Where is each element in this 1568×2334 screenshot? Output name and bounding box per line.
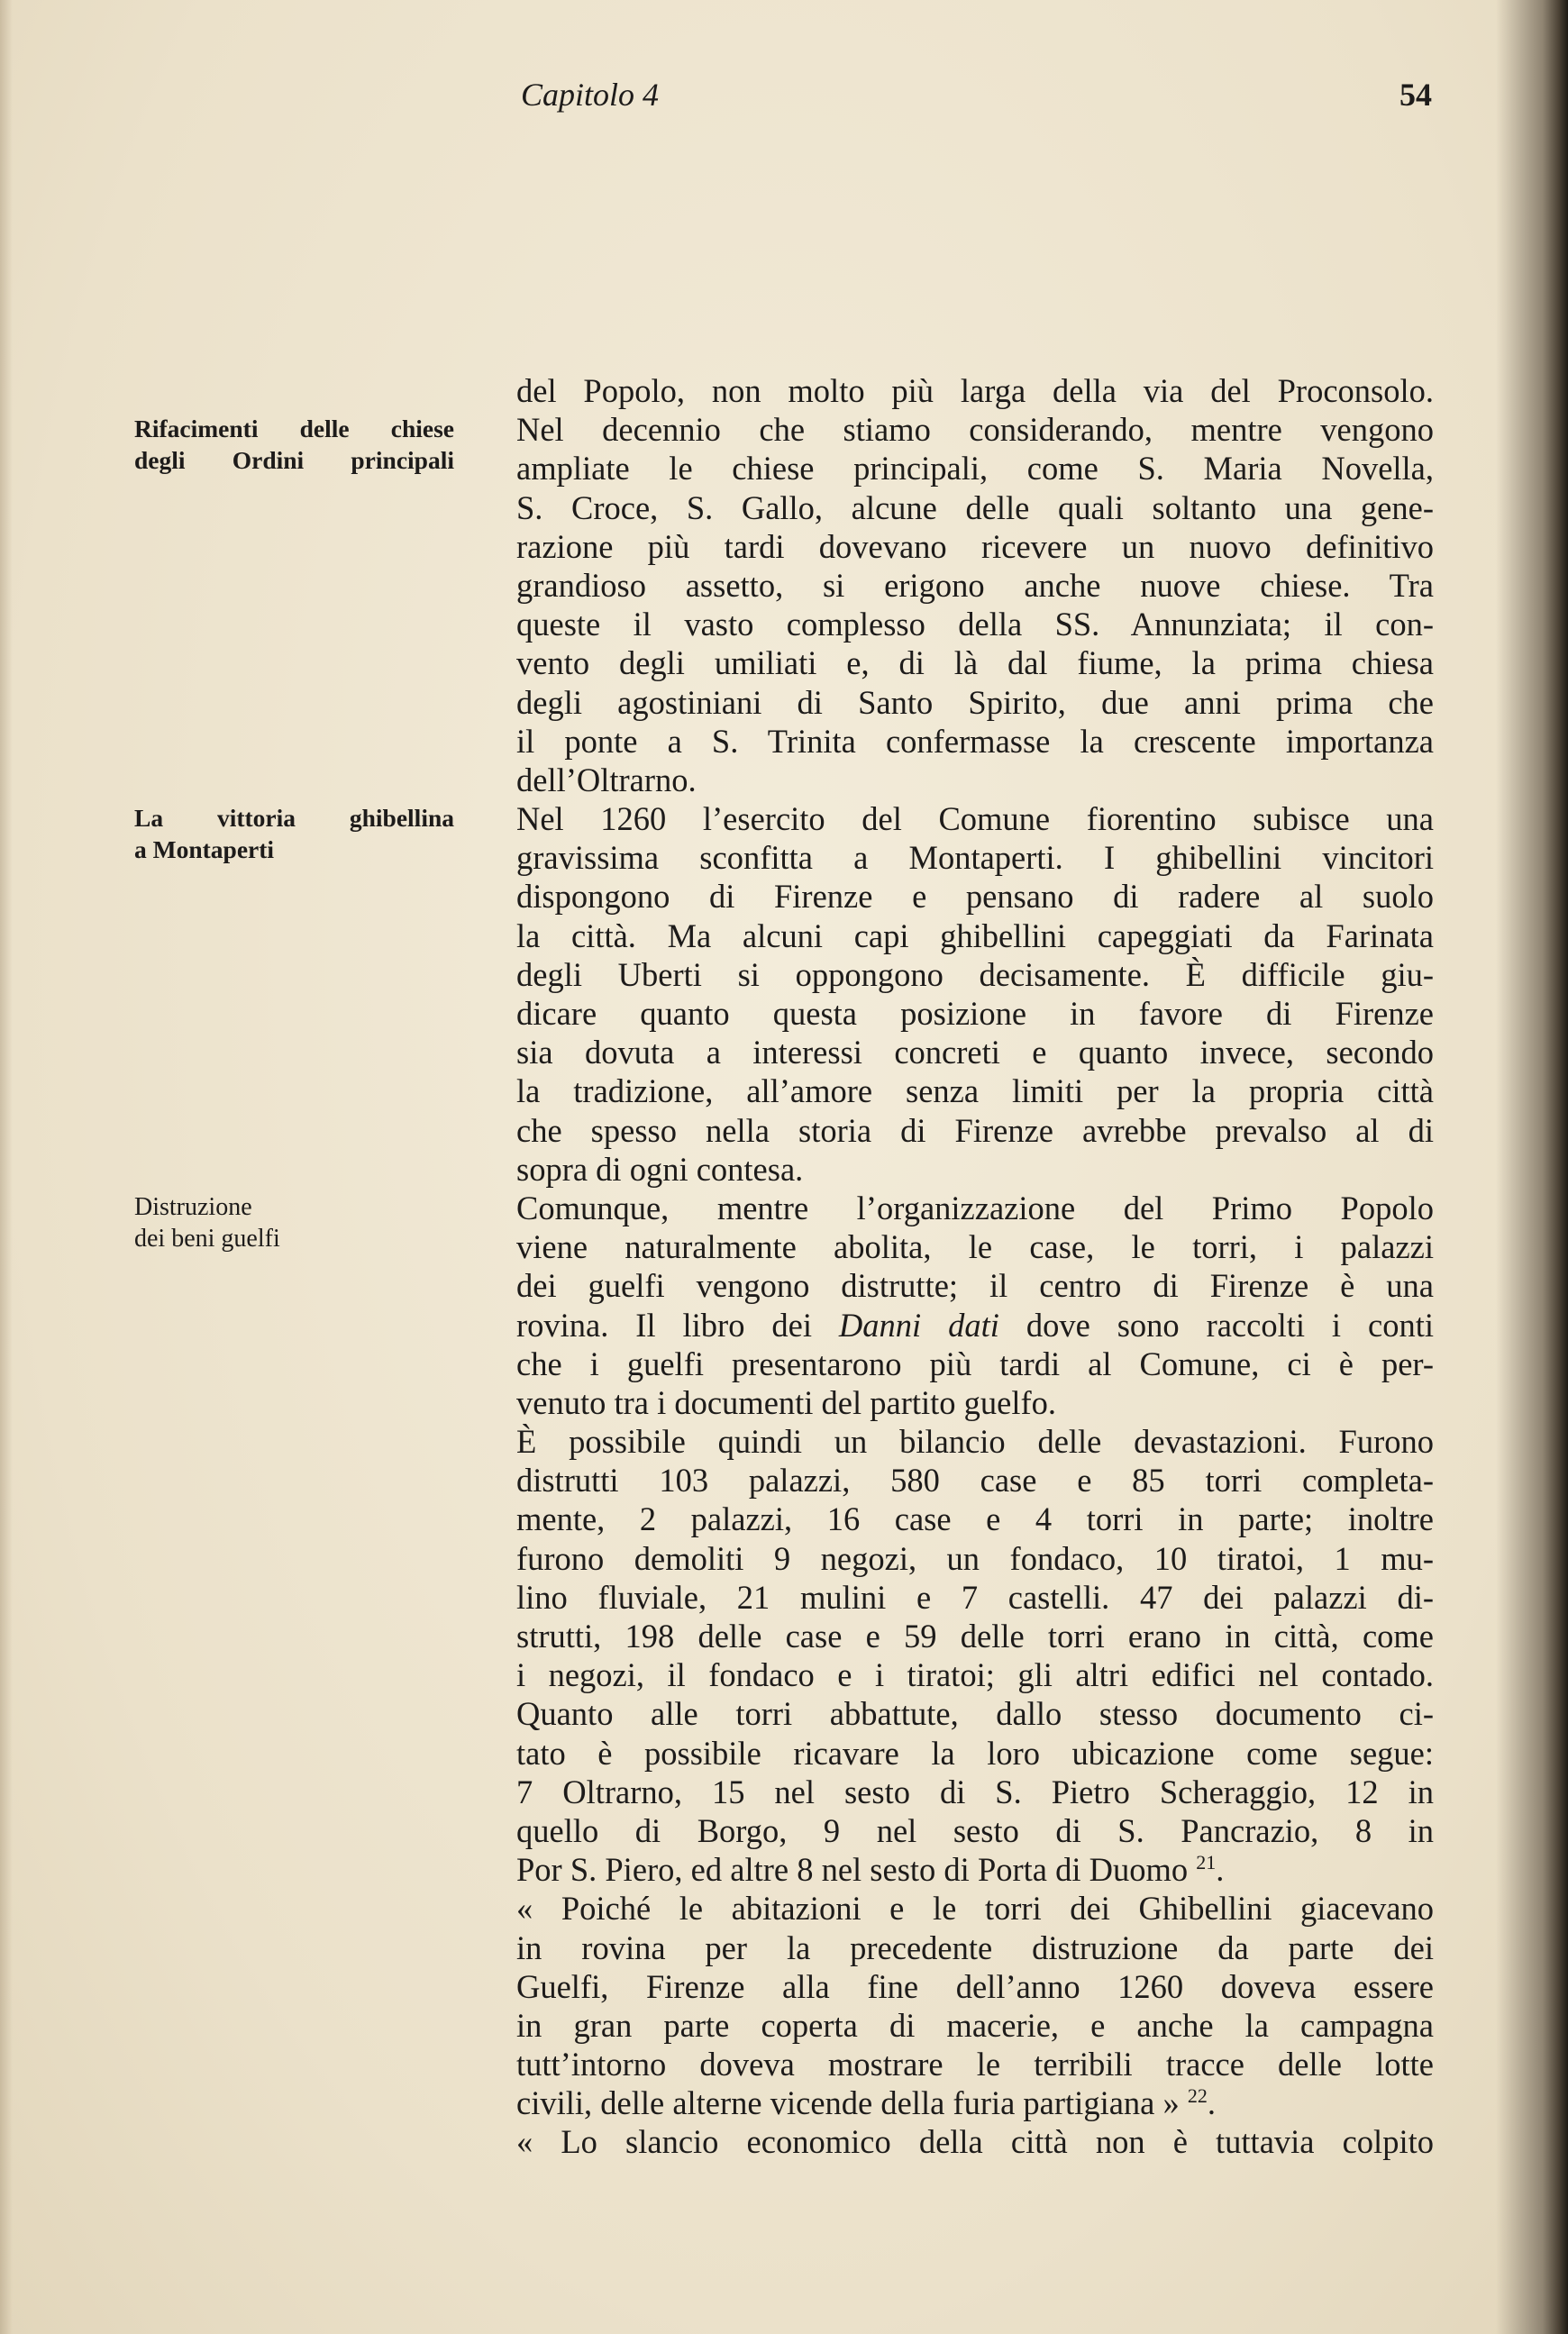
text-segment: rovina. Il libro dei	[516, 1306, 839, 1344]
text-line: furono demoliti 9 negozi, un fondaco, 10 tiratoi, 1 mu-	[516, 1539, 1434, 1577]
text-line: in gran parte coperta di macerie, e anche la campagna	[516, 2006, 1434, 2044]
text-line: strutti, 198 delle case e 59 delle torri erano in città, come	[516, 1618, 1434, 1655]
text-line: dell’Oltrarno.	[516, 761, 697, 798]
text-line: Quanto alle torri abbattute, dallo stesso documento ci-	[516, 1695, 1434, 1733]
paragraph	[516, 799, 1434, 1189]
text-line: dicare quanto questa posizione in favore di Firenze	[516, 995, 1434, 1032]
text-line: in rovina per la precedente distruzione da parte dei	[516, 1928, 1434, 1966]
text-line: Guelfi, Firenze alla fine dell’anno 1260 doveva essere	[516, 1967, 1434, 2005]
footnote-ref: 21	[1196, 1850, 1217, 1874]
body-text	[516, 371, 1434, 2162]
text-line	[516, 1306, 1434, 1345]
text-line: queste il vasto complesso della SS. Annunziata; il con-	[516, 606, 1434, 643]
text-line: tato è possibile ricavare la loro ubicazione come segue:	[516, 1734, 1434, 1772]
text-line: la tradizione, all’amore senza limiti per la propria città	[516, 1072, 1434, 1110]
text-line: che i guelfi presentarono più tardi al Comune, ci è per-	[516, 1345, 1434, 1382]
text-line: la città. Ma alcuni capi ghibellini capeggiati da Farinata	[516, 916, 1434, 954]
text-line: razione più tardi dovevano ricevere un nuovo definitivo	[516, 527, 1434, 565]
text-line: sopra di ogni contesa.	[516, 1150, 804, 1188]
sidenote-line: degli Ordini principali	[134, 446, 454, 474]
sidenote-line: a Montaperti	[134, 835, 275, 863]
text-segment: .	[1216, 1851, 1225, 1889]
text-line: S. Croce, S. Gallo, alcune delle quali soltanto una gene-	[516, 488, 1434, 526]
sidenote-vittoria-ghibellina	[134, 802, 454, 865]
italic-title: Danni dati	[838, 1306, 999, 1344]
sidenote-distruzione	[134, 1191, 454, 1254]
text-line: che spesso nella storia di Firenze avrebbe prevalso al di	[516, 1111, 1434, 1149]
paragraph	[516, 371, 1434, 799]
footnote-ref: 22	[1187, 2084, 1208, 2108]
text-line: « Lo slancio economico della città non è tuttavia colpito	[516, 2123, 1434, 2161]
text-line: 7 Oltrarno, 15 nel sesto di S. Pietro Scheraggio, 12 in	[516, 1773, 1434, 1810]
text-line	[516, 2083, 1434, 2122]
text-segment: Por S. Piero, ed altre 8 nel sesto di Porta di Duomo	[516, 1851, 1197, 1889]
sidenote-line: dei beni guelfi	[134, 1225, 280, 1253]
text-line: È possibile quindi un bilancio delle devastazioni. Furono	[516, 1423, 1434, 1461]
text-line: sia dovuta a interessi concreti e quanto invece, secondo	[516, 1034, 1434, 1071]
text-line: i negozi, il fondaco e i tiratoi; gli altri edifici nel contado.	[516, 1656, 1434, 1694]
text-line: degli agostiniani di Santo Spirito, due anni prima che	[516, 683, 1434, 721]
text-line: degli Uberti si oppongono decisamente. È difficile giu-	[516, 955, 1434, 993]
text-line: dei guelfi vengono distrutte; il centro di Firenze è una	[516, 1267, 1434, 1305]
text-segment: .	[1207, 2084, 1216, 2122]
text-line: tutt’intorno doveva mostrare le terribili tracce delle lotte	[516, 2046, 1434, 2083]
sidenote-line: Rifacimenti delle chiese	[134, 415, 454, 442]
text-line: gravissima sconfitta a Montaperti. I ghibellini vincitori	[516, 839, 1434, 877]
text-line: Comunque, mentre l’organizzazione del Primo Popolo	[516, 1189, 1434, 1226]
text-line: mente, 2 palazzi, 16 case e 4 torri in parte; inoltre	[516, 1500, 1434, 1538]
text-line: grandioso assetto, si erigono anche nuove chiese. Tra	[516, 566, 1434, 604]
paragraph	[516, 2122, 1434, 2161]
text-line: Nel 1260 l’esercito del Comune fiorentino subisce una	[516, 800, 1434, 838]
text-line: il ponte a S. Trinita confermasse la crescente importanza	[516, 722, 1434, 760]
text-line: Nel decennio che stiamo considerando, mentre vengono	[516, 411, 1434, 449]
text-line: ampliate le chiese principali, come S. Maria Novella,	[516, 450, 1434, 488]
paragraph	[516, 1189, 1434, 1422]
text-line	[516, 1850, 1434, 1889]
text-line: venuto tra i documenti del partito guelfo.	[516, 1383, 1057, 1421]
running-head: Capitolo 4	[521, 77, 660, 113]
text-line: del Popolo, non molto più larga della via del Proconsolo.	[516, 372, 1434, 409]
paragraph	[516, 1889, 1434, 2122]
text-line: vento degli umiliati e, di là dal fiume, la prima chiesa	[516, 644, 1434, 682]
text-segment: civili, delle alterne vicende della furia partigiana »	[516, 2084, 1188, 2122]
text-line: « Poiché le abitazioni e le torri dei Ghibellini giacevano	[516, 1890, 1434, 1928]
page-number: 54	[1399, 77, 1432, 113]
text-segment: dove sono raccolti i conti	[998, 1306, 1434, 1344]
text-line: quello di Borgo, 9 nel sesto di S. Pancrazio, 8 in	[516, 1811, 1434, 1849]
sidenote-line: Distruzione	[134, 1193, 252, 1221]
text-line: dispongono di Firenze e pensano di radere al suolo	[516, 878, 1434, 916]
text-line: lino fluviale, 21 mulini e 7 castelli. 47 dei palazzi di-	[516, 1578, 1434, 1616]
text-line: viene naturalmente abolita, le case, le torri, i palazzi	[516, 1228, 1434, 1266]
sidenote-rifacimenti	[134, 413, 454, 476]
sidenote-line: La vittoria ghibellina	[134, 804, 454, 832]
text-line: distrutti 103 palazzi, 580 case e 85 torri completa-	[516, 1462, 1434, 1500]
paragraph	[516, 1422, 1434, 1889]
